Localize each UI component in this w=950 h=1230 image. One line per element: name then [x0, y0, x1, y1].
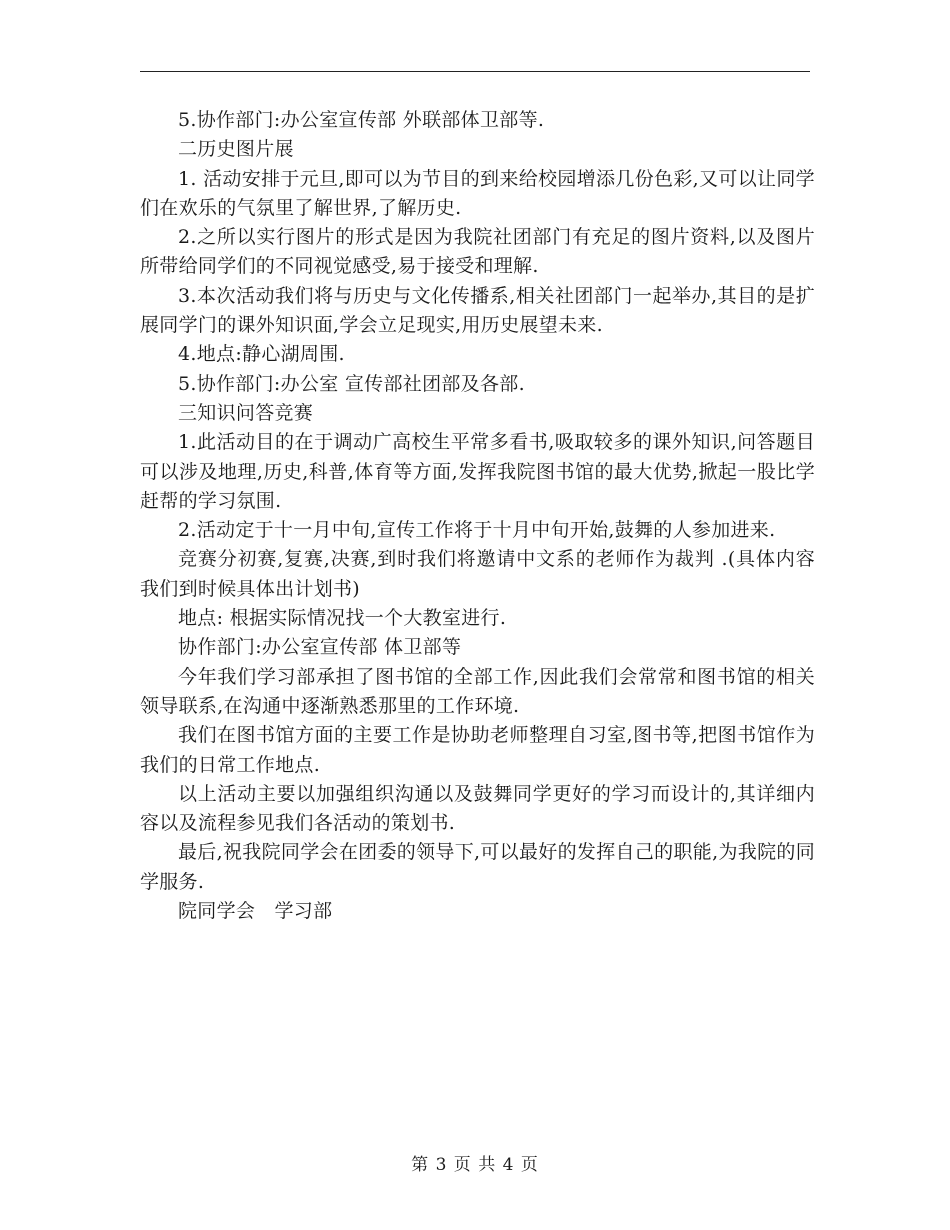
paragraph: 我们在图书馆方面的主要工作是协助老师整理自习室,图书等,把图书馆作为我们的日常工作地点.	[140, 724, 815, 776]
paragraph: 5.协作部门:办公室 宣传部社团部及各部.	[178, 372, 525, 395]
paragraph: 竞赛分初赛,复赛,决赛,到时我们将邀请中文系的老师作为裁判 .(具体内容我们到时候具体出计划书)	[140, 548, 815, 600]
signature-line: 院同学会 学习部	[178, 900, 333, 923]
paragraph: 以上活动主要以加强组织沟通以及鼓舞同学更好的学习而设计的,其详细内容以及流程参见我们各活动的策划书.	[140, 782, 815, 835]
paragraph: 1.此活动目的在于调动广高校生平常多看书,吸取较多的课外知识,问答题目可以涉及地理,历史,科普,体育等方面,发挥我院图书馆的最大优势,掀起一股比学赶帮的学习氛围.	[140, 431, 815, 512]
paragraph: 5.协作部门:办公室宣传部 外联部体卫部等.	[178, 109, 545, 131]
paragraph: 今年我们学习部承担了图书馆的全部工作,因此我们会常常和图书馆的相关领导联系,在沟通中逐渐熟悉那里的工作环境.	[140, 665, 815, 717]
paragraph: 4.地点:静心湖周围.	[178, 343, 345, 366]
paragraph: 协作部门:办公室宣传部 体卫部等	[178, 636, 462, 659]
paragraph: 3.本次活动我们将与历史与文化传播系,相关社团部门一起举办,其目的是扩展同学门的课外知识面,学会立足现实,用历史展望未来.	[140, 284, 815, 337]
document-body	[140, 106, 815, 926]
paragraph: 2.之所以实行图片的形式是因为我院社团部门有充足的图片资料,以及图片所带给同学们的不同视觉感受,易于接受和理解.	[140, 226, 815, 278]
section-heading: 三知识问答竞赛	[178, 401, 314, 424]
header-rule	[140, 71, 810, 72]
section-heading: 二历史图片展	[178, 138, 294, 161]
paragraph: 2.活动定于十一月中旬,宣传工作将于十月中旬开始,鼓舞的人参加进来.	[178, 519, 776, 542]
paragraph: 1. 活动安排于元旦,即可以为节目的到来给校园增添几份色彩,又可以让同学们在欢乐的气氛里了解世界,了解历史.	[140, 167, 815, 219]
paragraph: 最后,祝我院同学会在团委的领导下,可以最好的发挥自己的职能,为我院的同学服务.	[140, 841, 815, 893]
paragraph: 地点: 根据实际情况找一个大教室进行.	[178, 607, 507, 630]
page-number: 第 3 页 共 4 页	[411, 1155, 539, 1175]
